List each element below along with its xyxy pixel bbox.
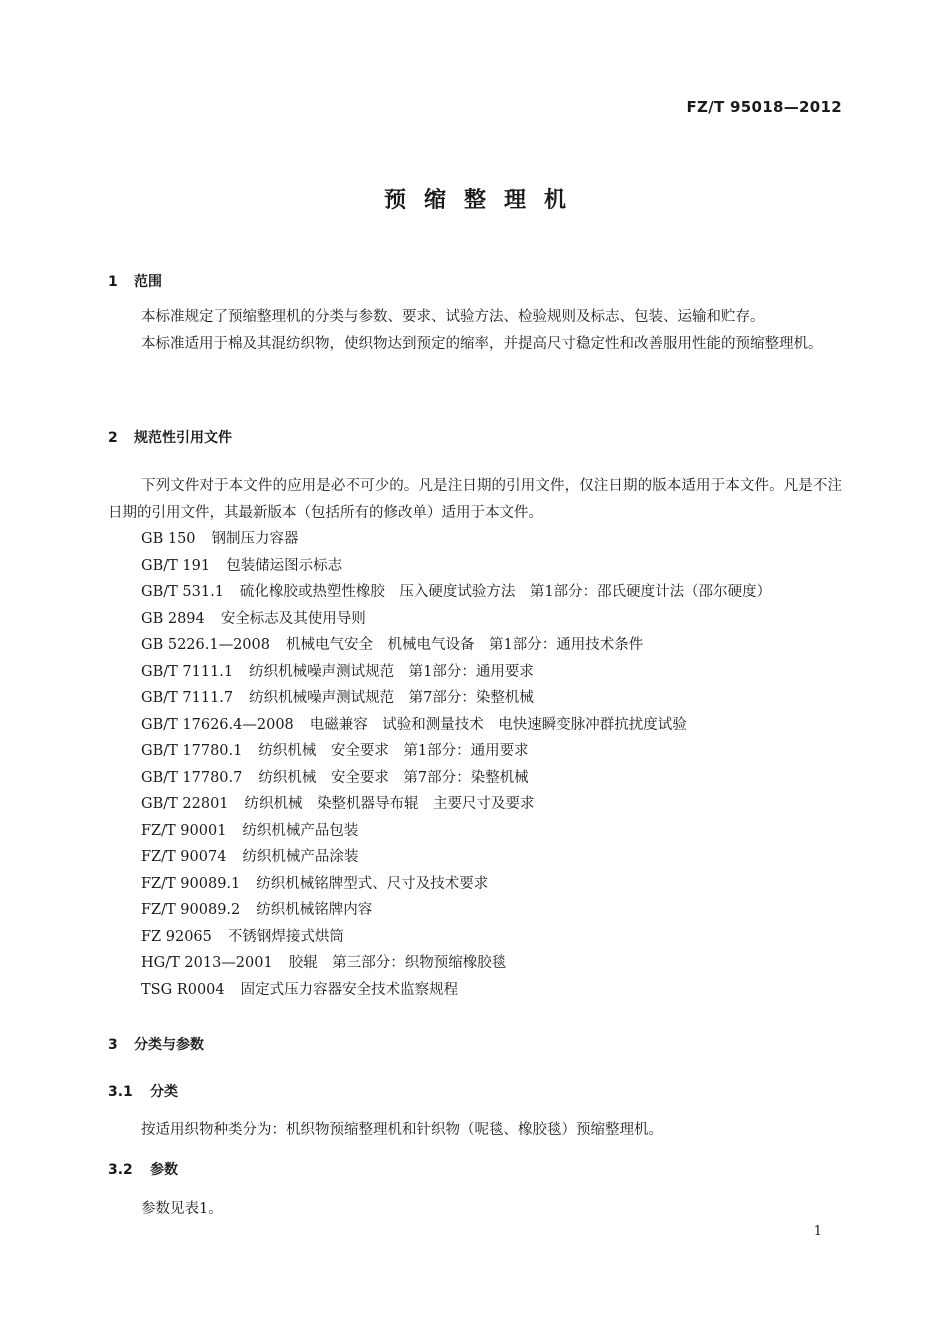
reference-title: 纺织机械 安全要求 第1部分：通用要求 [258,743,529,759]
reference-item [141,659,771,686]
reference-title: 胶辊 第三部分：织物预缩橡胶毯 [288,955,507,971]
reference-item [141,950,771,977]
reference-code: FZ/T 90089.2 [141,902,241,918]
section-heading-classification [108,1034,204,1054]
reference-item [141,765,771,792]
reference-title: 纺织机械 染整机器导布辊 主要尺寸及要求 [244,796,535,812]
reference-code: TSG R0004 [141,981,225,998]
reference-code: GB/T 7111.7 [141,690,234,706]
reference-code: GB/T 191 [141,557,211,574]
reference-title: 包装储运图示标志 [226,557,343,574]
reference-code: FZ/T 90074 [141,849,227,865]
reference-item [141,977,771,1004]
page-number: 1 [813,1224,822,1239]
reference-item [141,526,771,553]
section-heading-references [108,427,232,447]
reference-code: FZ/T 90001 [141,822,227,839]
reference-code: FZ/T 90089.1 [141,875,241,892]
reference-title: 纺织机械产品包装 [242,822,359,839]
reference-item [141,553,771,580]
reference-title: 安全标志及其使用导则 [220,610,366,627]
reference-title: 纺织机械噪声测试规范 第7部分：染整机械 [249,690,534,706]
scope-paragraph-2: 本标准适用于棉及其混纺织物，使织物达到预定的缩率，并提高尺寸稳定性和改善服用性能的预缩整理机。 [141,336,823,352]
reference-item [141,579,771,606]
reference-title: 固定式压力容器安全技术监察规程 [240,981,459,998]
reference-code: GB 5226.1—2008 [141,637,270,653]
reference-title: 机械电气安全 机械电气设备 第1部分：通用技术条件 [286,637,644,653]
section-number: 3 [108,1037,118,1053]
subsection-number: 3.2 [108,1162,133,1178]
reference-code: GB/T 17780.7 [141,769,243,786]
section-title: 范围 [134,274,162,290]
reference-list [141,526,771,1003]
reference-title: 纺织机械 安全要求 第7部分：染整机械 [258,769,529,786]
reference-item [141,712,771,739]
subsection-number: 3.1 [108,1084,133,1100]
reference-title: 电磁兼容 试验和测量技术 电快速瞬变脉冲群抗扰度试验 [309,716,687,733]
reference-item [141,844,771,871]
reference-code: GB/T 17780.1 [141,743,243,759]
reference-title: 纺织机械铭牌型式、尺寸及技术要求 [256,875,489,892]
reference-item [141,632,771,659]
standard-code: FZ/T 95018—2012 [686,98,842,116]
reference-code: GB/T 22801 [141,796,229,812]
reference-code: GB/T 7111.1 [141,663,234,680]
reference-title: 不锈钢焊接式烘筒 [227,928,344,945]
subsection-title: 分类 [150,1084,178,1100]
reference-item [141,924,771,951]
section-number: 1 [108,274,118,290]
scope-paragraph-1: 本标准规定了预缩整理机的分类与参数、要求、试验方法、检验规则及标志、包装、运输和贮存。 [141,309,765,325]
reference-code: GB 150 [141,531,196,547]
subsection-title: 参数 [150,1162,178,1178]
reference-code: FZ 92065 [141,928,212,945]
reference-title: 纺织机械铭牌内容 [256,902,373,918]
reference-item [141,791,771,818]
subsection-heading-classification [108,1081,178,1101]
section-title: 规范性引用文件 [134,430,232,446]
section-heading-scope [108,271,162,291]
parameters-text: 参数见表1。 [141,1201,223,1217]
reference-title: 纺织机械产品涂装 [242,849,359,865]
section-number: 2 [108,430,118,446]
reference-item [141,871,771,898]
reference-title: 硫化橡胶或热塑性橡胶 压入硬度试验方法 第1部分：邵氏硬度计法（邵尔硬度） [239,584,772,600]
reference-item [141,818,771,845]
classification-text: 按适用织物种类分为：机织物预缩整理机和针织物（呢毯、橡胶毯）预缩整理机。 [141,1122,663,1138]
document-title: 预缩整理机 [383,188,584,213]
section-title: 分类与参数 [134,1037,204,1053]
reference-item [141,738,771,765]
reference-code: GB 2894 [141,610,205,627]
reference-code: HG/T 2013—2001 [141,955,273,971]
reference-code: GB/T 17626.4—2008 [141,716,294,733]
subsection-heading-parameters [108,1159,178,1179]
references-intro: 下列文件对于本文件的应用是必不可少的。凡是注日期的引用文件，仅注日期的版本适用于本文件。凡是不注日期的引用文件，其最新版本（包括所有的修改单）适用于本文件。 [108,478,842,521]
reference-code: GB/T 531.1 [141,584,224,600]
reference-item [141,897,771,924]
reference-item [141,685,771,712]
reference-item [141,606,771,633]
reference-title: 纺织机械噪声测试规范 第1部分：通用要求 [249,663,534,680]
reference-title: 钢制压力容器 [211,531,299,547]
